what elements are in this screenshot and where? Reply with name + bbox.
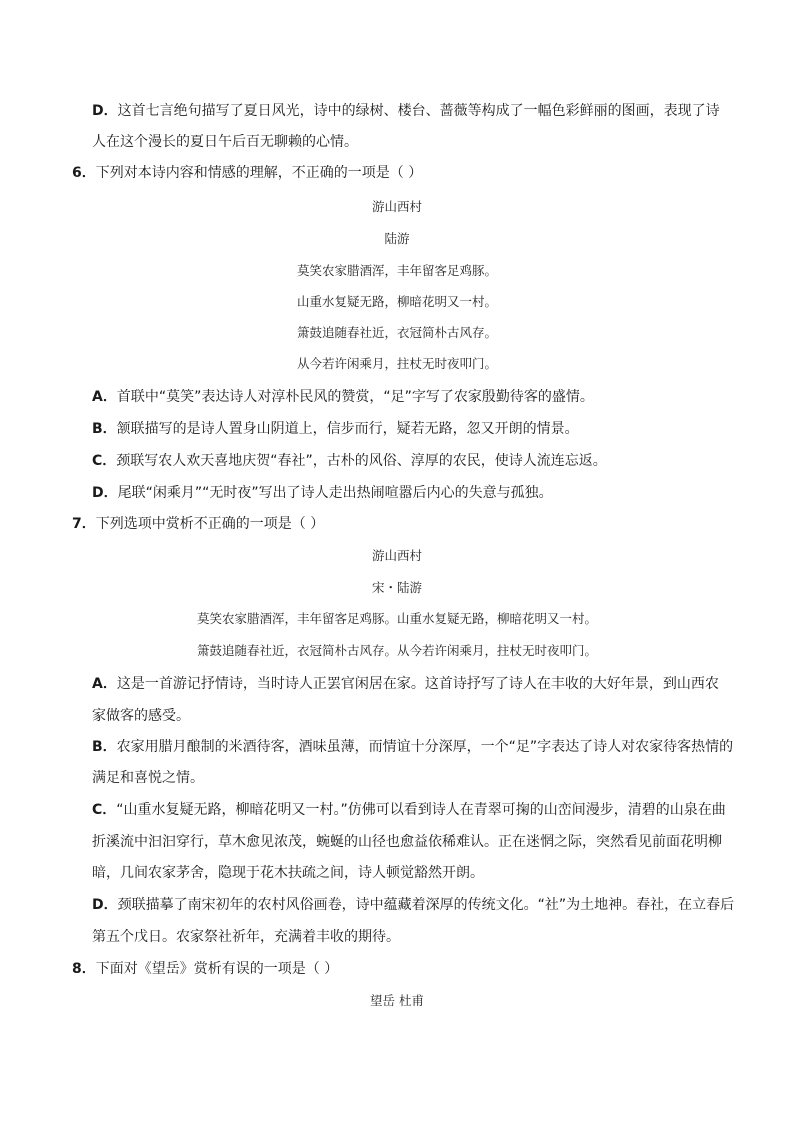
q7-option-c-continued: 折溪流中汩汩穿行，草木愈见浓茂，蜿蜒的山径也愈益依稀难认。正在迷惘之际，突然看见前面花明柳 (92, 834, 722, 850)
q7-option-d-continued: 第五个戊日。农家祭社祈年，充满着丰收的期待。 (92, 929, 400, 945)
q7-poem-line: 莫笑农家腊酒浑，丰年留客足鸡豚。山重水复疑无路，柳暗花明又一村。 (196, 611, 597, 626)
q8-poem-heading: 望岳 杜甫 (370, 993, 424, 1008)
q6-option-c[interactable] (92, 454, 607, 468)
option-text: 颔联描写的是诗人置身山阴道上，信步而行，疑若无路，忽又开朗的情景。 (116, 421, 579, 437)
question-stem: 下列选项中赏析不正确的一项是（ ） (95, 516, 325, 532)
q6-poem-line: 莫笑农家腊酒浑，丰年留客足鸡豚。 (296, 263, 497, 278)
q7-option-b[interactable] (92, 740, 733, 754)
option-label: C． (92, 802, 117, 818)
option-label: A． (92, 389, 117, 405)
q7-option-d[interactable] (92, 898, 734, 912)
option-text: 尾联“闲乘月”“无时夜”写出了诗人走出热闹喧嚣后内心的失意与孤独。 (117, 485, 553, 501)
q6-option-d[interactable] (92, 486, 553, 500)
q6-poem-author: 陆游 (384, 231, 410, 246)
q6-poem-title: 游山西村 (371, 199, 422, 214)
question-number: 6． (72, 165, 96, 181)
question-stem: 下列对本诗内容和情感的理解，不正确的一项是（ ） (95, 165, 423, 181)
option-text: 农家用腊月酿制的米酒待客，酒味虽薄，而情谊十分深厚，一个“足”字表达了诗人对农家待客热情的 (116, 739, 734, 755)
option-label: B． (92, 421, 117, 437)
option-text: 首联中“莫笑”表达诗人对淳朴民风的赞赏，“足”字写了农家殷勤待客的盛情。 (116, 389, 594, 405)
question-7 (72, 517, 324, 531)
option-text: 这首七言绝句描写了夏日风光，诗中的绿树、楼台、蔷薇等构成了一幅色彩鲜丽的图画，表现了诗 (117, 103, 720, 119)
q7-option-c-continued: 暗，几间农家茅舍，隐现于花木扶疏之间，诗人顿觉豁然开朗。 (92, 865, 484, 881)
option-label: D． (92, 103, 118, 119)
option-label: B． (92, 739, 117, 755)
q5-option-d-continued: 人在这个漫长的夏日午后百无聊赖的心情。 (92, 134, 358, 150)
question-number: 7． (72, 516, 96, 532)
q7-option-b-continued: 满足和喜悦之情。 (92, 770, 204, 786)
option-text: 这是一首游记抒情诗，当时诗人正罢官闲居在家。这首诗抒写了诗人在丰收的大好年景，到山西农 (116, 676, 719, 692)
option-label: D． (92, 897, 118, 913)
question-stem: 下面对《望岳》赏析有误的一项是（ ） (95, 961, 339, 977)
question-6 (72, 166, 422, 180)
option-label: D． (92, 485, 118, 501)
option-text: “山重水复疑无路，柳暗花明又一村。”仿佛可以看到诗人在青翠可掬的山峦间漫步，清碧的山泉在曲 (116, 802, 726, 818)
option-text: 颈联描摹了南宋初年的农村风俗画卷，诗中蕴藏着深厚的传统文化。“社”为土地神。春社，在立春后 (117, 897, 735, 913)
q6-option-b[interactable] (92, 422, 579, 436)
q7-option-a[interactable] (92, 677, 719, 691)
q7-option-c[interactable] (92, 803, 726, 817)
q5-option-d (92, 104, 720, 118)
option-label: C． (92, 453, 117, 469)
q6-poem-line: 山重水复疑无路，柳暗花明又一村。 (296, 294, 497, 309)
option-label: A． (92, 676, 117, 692)
option-text: 颈联写农人欢天喜地庆贺“春社”，古朴的风俗、淳厚的农民，使诗人流连忘返。 (116, 453, 607, 469)
q7-poem-author: 宋・陆游 (371, 580, 422, 595)
question-8 (72, 962, 338, 976)
q7-poem-line: 箫鼓追随春社近，衣冠简朴古风存。从今若许闲乘月，拄杖无时夜叩门。 (196, 643, 597, 658)
question-number: 8． (72, 961, 96, 977)
q7-poem-title: 游山西村 (371, 548, 422, 563)
q6-option-a[interactable] (92, 390, 594, 404)
q6-poem-line: 箫鼓追随春社近，衣冠简朴古风存。 (296, 325, 497, 340)
q6-poem-line: 从今若许闲乘月，拄杖无时夜叩门。 (296, 356, 497, 371)
q7-option-a-continued: 家做客的感受。 (92, 708, 190, 724)
